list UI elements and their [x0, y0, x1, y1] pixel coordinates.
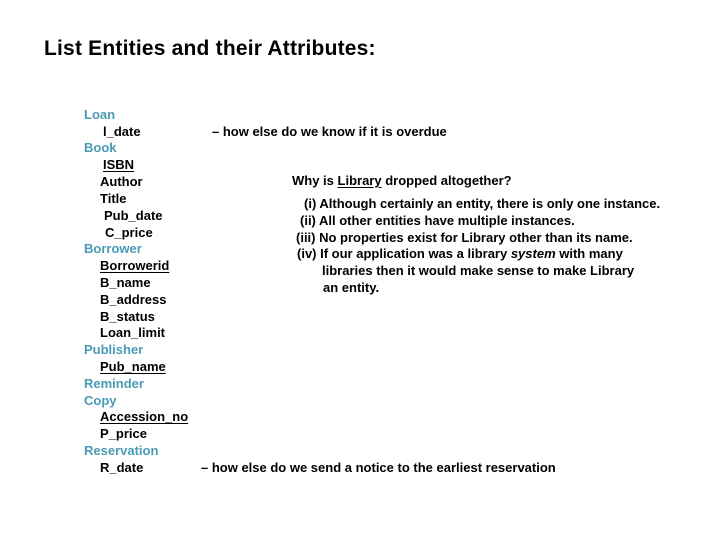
attribute-title: Title	[100, 191, 127, 206]
attribute-b-name: B_name	[100, 275, 151, 290]
attribute-author: Author	[100, 174, 143, 189]
attribute-c-price: C_price	[105, 225, 153, 240]
reservation-date-note: – how else do we send a notice to the earliest reservation	[201, 460, 556, 475]
attribute-accession-no-key: Accession_no	[100, 409, 189, 424]
attribute-pub-date: Pub_date	[104, 208, 163, 223]
reason-iii: (iii) No properties exist for Library other than its name.	[296, 230, 633, 245]
slide-title: List Entities and their Attributes:	[44, 37, 376, 60]
attribute-p-price: P_price	[100, 426, 147, 441]
reason-iv-prefix: (iv) If our application was a library	[297, 246, 511, 261]
attribute-loan-limit: Loan_limit	[100, 325, 166, 340]
entity-publisher: Publisher	[84, 342, 144, 357]
attribute-borrowerid-key: Borrowerid	[100, 258, 170, 273]
attribute-pub-name-key: Pub_name	[100, 359, 166, 374]
attribute-isbn-key: ISBN	[103, 157, 135, 172]
entity-reminder: Reminder	[84, 376, 144, 391]
reason-iv-suffix: with many	[555, 246, 623, 261]
reason-ii: (ii) All other entities have multiple instances.	[300, 213, 575, 228]
reason-iv-line-2: libraries then it would make sense to make Library	[322, 263, 635, 278]
attribute-l-date: l_date	[103, 124, 141, 139]
library-question-library: Library	[337, 173, 382, 188]
reason-iv-system: system	[510, 246, 556, 261]
attribute-b-status: B_status	[100, 309, 155, 324]
attribute-b-address: B_address	[100, 292, 167, 307]
reason-iv	[297, 246, 623, 262]
entity-copy: Copy	[84, 393, 117, 408]
library-question-prefix: Why is	[292, 173, 338, 188]
library-question	[292, 173, 512, 189]
entity-reservation: Reservation	[84, 443, 159, 458]
attribute-r-date: R_date	[100, 460, 144, 475]
loan-date-note: – how else do we know if it is overdue	[212, 124, 447, 139]
entity-book: Book	[84, 140, 117, 155]
entity-borrower: Borrower	[84, 241, 142, 256]
reason-iv-line-3: an entity.	[323, 280, 380, 295]
library-question-suffix: dropped altogether?	[381, 173, 512, 188]
reason-i: (i) Although certainly an entity, there is only one instance.	[304, 196, 661, 211]
entity-loan: Loan	[84, 107, 116, 122]
